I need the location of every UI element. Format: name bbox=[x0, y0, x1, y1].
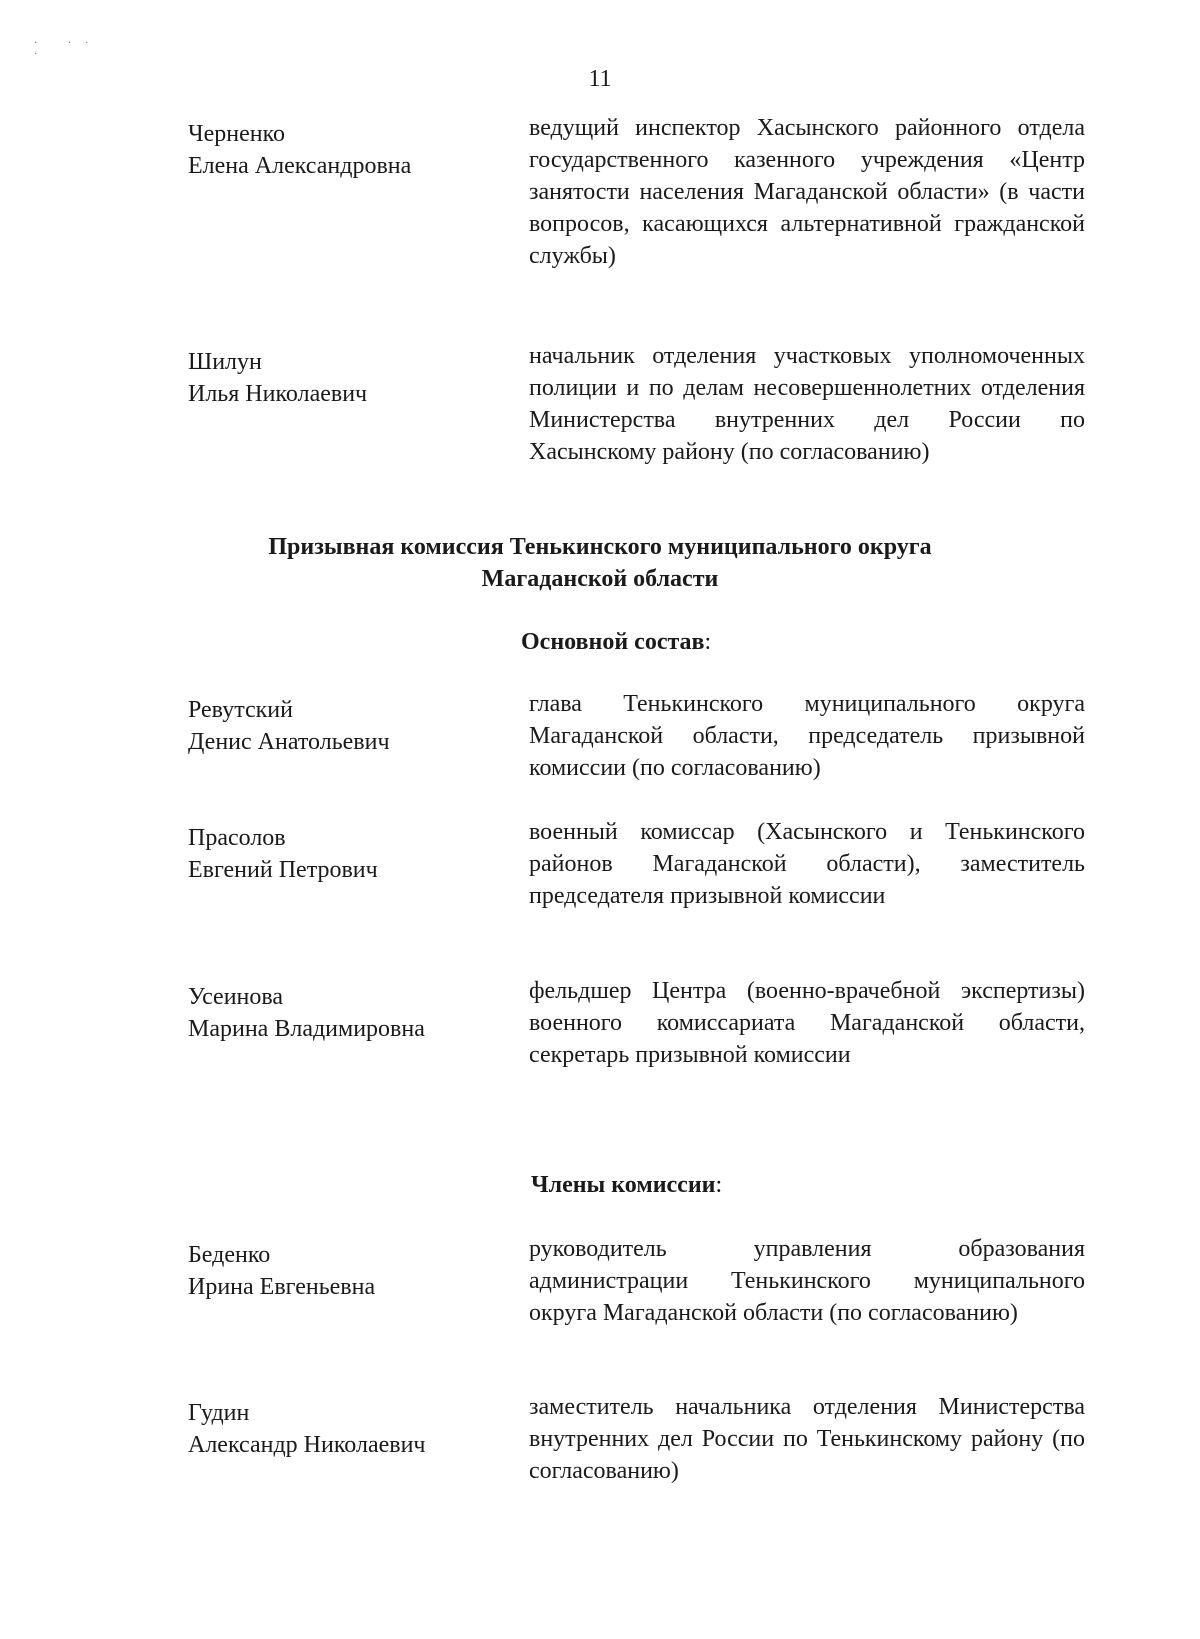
member-surname: Ревутский bbox=[188, 697, 293, 723]
section-title-line1: Призывная комиссия Тенькинского муниципального округа bbox=[268, 534, 932, 560]
member-position: заместитель начальника отделения Министерства внутренних дел России по Тенькинскому району (по согласованию) bbox=[529, 1394, 1085, 1484]
member-name bbox=[188, 981, 508, 1045]
member-name bbox=[188, 346, 508, 410]
member-given-names: Александр Николаевич bbox=[188, 1432, 426, 1458]
member-position: глава Тенькинского муниципального округа Магаданской области, председатель призывной комиссии (по согласованию) bbox=[529, 691, 1085, 781]
members-heading: Члены комиссии: bbox=[531, 1172, 723, 1198]
member-position: начальник отделения участковых уполномоченных полиции и по делам несовершеннолетних отделения Министерства внутренних дел России по Хасынскому району (по согласованию) bbox=[529, 343, 1085, 465]
member-given-names: Илья Николаевич bbox=[188, 381, 368, 407]
member-surname: Черненко bbox=[188, 121, 286, 147]
member-position: фельдшер Центра (военно-врачебной экспертизы) военного комиссариата Магаданской области, секретарь призывной комиссии bbox=[529, 978, 1085, 1068]
member-name bbox=[188, 694, 508, 758]
member-name bbox=[188, 1397, 508, 1461]
member-given-names: Марина Владимировна bbox=[188, 1016, 425, 1042]
main-staff-label: Основной состав bbox=[521, 629, 705, 655]
member-position: ведущий инспектор Хасынского районного отдела государственного казенного учреждения «Центр занятости населения Магаданской области» (в части вопросов, касающихся альтернативной гражданской службы) bbox=[529, 115, 1085, 269]
member-name bbox=[188, 822, 508, 886]
members-label: Члены комиссии bbox=[531, 1172, 716, 1198]
member-name bbox=[188, 1239, 508, 1303]
section-title-line2: Магаданской области bbox=[481, 566, 719, 592]
scan-artifact: · ·· · bbox=[34, 38, 103, 60]
member-given-names: Елена Александровна bbox=[188, 153, 412, 179]
member-surname: Беденко bbox=[188, 1242, 271, 1268]
member-surname: Прасолов bbox=[188, 825, 286, 851]
member-surname: Гудин bbox=[188, 1400, 250, 1426]
member-position: руководитель управления образования администрации Тенькинского муниципального округа Магаданской области (по согласованию) bbox=[529, 1236, 1085, 1326]
member-surname: Усеинова bbox=[188, 984, 284, 1010]
member-position: военный комиссар (Хасынского и Тенькинского районов Магаданской области), заместитель председателя призывной комиссии bbox=[529, 819, 1085, 909]
member-given-names: Денис Анатольевич bbox=[188, 729, 390, 755]
member-given-names: Евгений Петрович bbox=[188, 857, 378, 883]
member-given-names: Ирина Евгеньевна bbox=[188, 1274, 376, 1300]
page-number: 11 bbox=[588, 66, 612, 92]
member-surname: Шилун bbox=[188, 349, 262, 375]
main-staff-heading: Основной состав: bbox=[521, 629, 712, 655]
section-title bbox=[0, 531, 1200, 595]
member-name bbox=[188, 118, 508, 182]
